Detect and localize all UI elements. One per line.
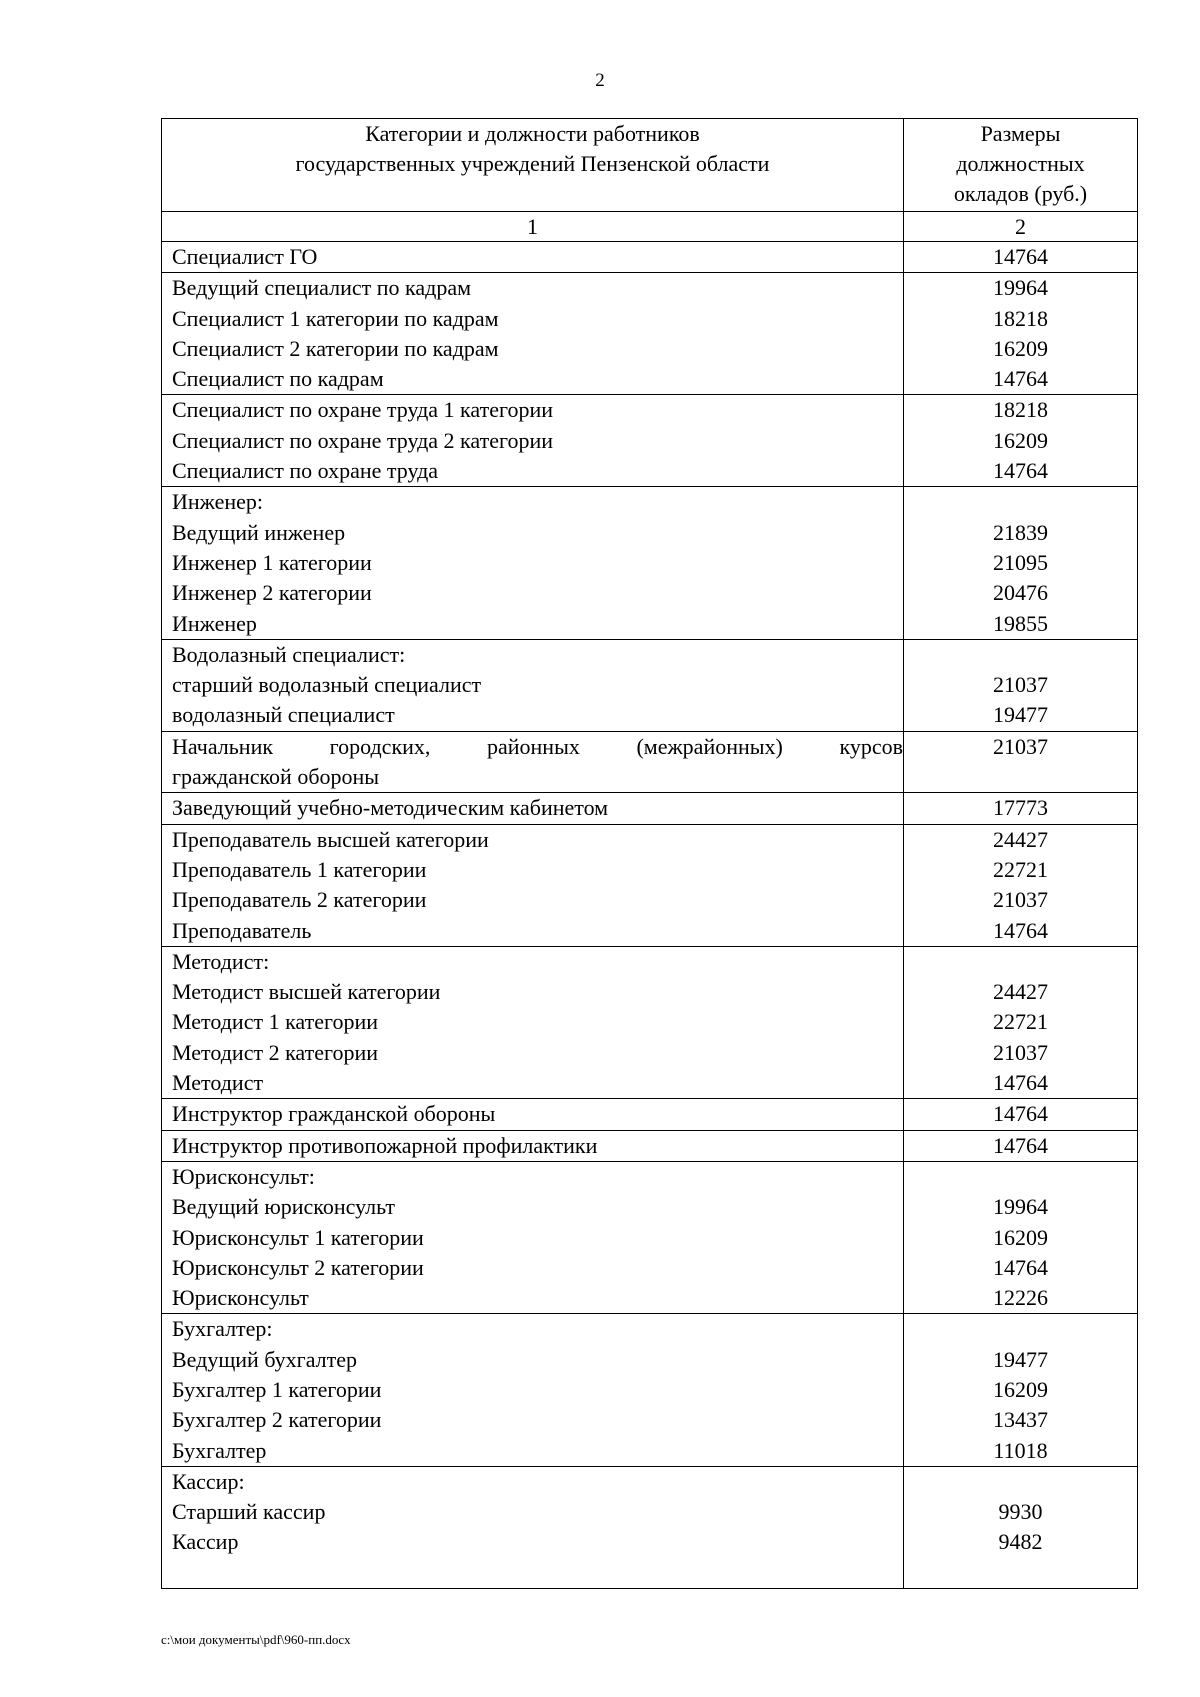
salary-cell [904, 242, 1138, 273]
salary-cell [904, 639, 1138, 731]
table-header-row [162, 119, 1138, 212]
salary-value [904, 1162, 1137, 1192]
salary-value: 19477 [993, 1346, 1048, 1372]
salary-cell [904, 487, 1138, 639]
position-name: Преподаватель 2 категории [172, 887, 427, 913]
salary-cell [904, 793, 1138, 824]
salary-cell [904, 1314, 1138, 1466]
header-positions-line: Категории и должности работников [365, 121, 700, 146]
salary-value: 14764 [993, 1070, 1048, 1096]
position-name: Инженер 2 категории [172, 580, 372, 606]
position-name: Методист 2 категории [172, 1039, 379, 1065]
column-number-row [162, 212, 1138, 242]
position-cell [162, 824, 904, 946]
salary-value: 22721 [993, 856, 1048, 882]
salary-table [161, 118, 1138, 1589]
salary-value [904, 1314, 1137, 1344]
salary-cell [904, 946, 1138, 1098]
position-name: Юрисконсульт [172, 1285, 309, 1311]
position-name: Бухгалтер [172, 1437, 267, 1463]
salary-value: 14764 [993, 244, 1048, 269]
file-path-footer: c:\мои документы\pdf\960-пп.docx [161, 1632, 351, 1647]
salary-value: 14764 [993, 1101, 1048, 1127]
column-number: 1 [162, 212, 904, 242]
position-name: Юрисконсульт 2 категории [172, 1254, 424, 1280]
position-name: Водолазный специалист: [172, 641, 406, 667]
position-name: Специалист по охране труда [172, 458, 439, 484]
position-cell [162, 395, 904, 487]
position-name: Бухгалтер 1 категории [172, 1376, 382, 1402]
salary-cell [904, 1466, 1138, 1588]
salary-value: 21037 [993, 672, 1048, 698]
table-row [162, 639, 1138, 731]
salary-value [904, 487, 1137, 517]
table-row [162, 731, 1138, 793]
position-cell [162, 273, 904, 395]
salary-cell [904, 1099, 1138, 1130]
table-row [162, 487, 1138, 639]
position-cell [162, 946, 904, 1098]
position-name: Методист [172, 1070, 264, 1096]
salary-value [904, 1467, 1137, 1497]
position-name: Специалист по охране труда 2 категории [172, 427, 553, 453]
position-name: Заведующий учебно-методическим кабинетом [172, 795, 609, 821]
table-row [162, 946, 1138, 1098]
salary-cell [904, 395, 1138, 487]
position-name: Методист 1 категории [172, 1009, 379, 1035]
position-name: Специалист ГО [172, 244, 318, 269]
header-salaries-line: Размеры [980, 121, 1061, 146]
position-cell [162, 1314, 904, 1466]
position-name: Преподаватель [172, 917, 312, 943]
salary-value: 21037 [993, 733, 1048, 759]
salary-value: 14764 [993, 366, 1048, 392]
position-name: Кассир: [172, 1468, 245, 1494]
salary-value: 19477 [993, 702, 1048, 728]
salary-value: 20476 [993, 580, 1048, 606]
salary-value: 18218 [993, 397, 1048, 423]
table-row [162, 824, 1138, 946]
salary-value [904, 640, 1137, 670]
salary-cell [904, 1161, 1138, 1313]
position-name: Специалист 2 категории по кадрам [172, 335, 499, 361]
salary-value: 21037 [993, 1039, 1048, 1065]
position-cell [162, 1130, 904, 1161]
position-name: Специалист 1 категории по кадрам [172, 305, 499, 331]
position-name: Старший кассир [172, 1499, 326, 1525]
position-name: Преподаватель 1 категории [172, 856, 427, 882]
salary-value: 14764 [993, 917, 1048, 943]
position-name: Ведущий бухгалтер [172, 1346, 358, 1372]
table-row [162, 1314, 1138, 1466]
position-name: Ведущий инженер [172, 519, 346, 545]
position-name: Юрисконсульт 1 категории [172, 1224, 424, 1250]
position-cell [162, 242, 904, 273]
salary-value: 21037 [993, 887, 1048, 913]
salary-value: 14764 [993, 458, 1048, 484]
row-spacer [904, 1558, 1137, 1588]
salary-value: 19855 [993, 610, 1048, 636]
salary-value: 9482 [998, 1529, 1043, 1555]
position-name: Методист высшей категории [172, 979, 441, 1005]
position-cell [162, 487, 904, 639]
salary-value: 9930 [998, 1499, 1043, 1525]
salary-value: 21839 [993, 519, 1048, 545]
header-salaries-line: должностных [956, 151, 1085, 176]
table-row [162, 1161, 1138, 1313]
position-name: водолазный специалист [172, 702, 395, 728]
position-name: Специалист по кадрам [172, 366, 384, 392]
salary-value: 19964 [993, 1194, 1048, 1220]
position-cell [162, 731, 904, 793]
table-row [162, 793, 1138, 824]
position-name: Инженер [172, 610, 257, 636]
row-spacer [162, 1558, 903, 1588]
salary-value: 16209 [993, 1224, 1048, 1250]
salary-cell [904, 273, 1138, 395]
salary-value: 18218 [993, 305, 1048, 331]
position-cell [162, 1099, 904, 1130]
header-salaries-line: окладов (руб.) [953, 181, 1088, 206]
salary-value [904, 762, 1137, 792]
salary-value: 22721 [993, 1009, 1048, 1035]
table-row [162, 1130, 1138, 1161]
salary-cell [904, 731, 1138, 793]
position-cell [162, 639, 904, 731]
page-number: 2 [595, 70, 605, 91]
salary-cell [904, 824, 1138, 946]
position-name: Инструктор противопожарной профилактики [172, 1132, 598, 1158]
position-name: Инженер: [172, 489, 263, 515]
salary-value [904, 947, 1137, 977]
position-name: Специалист по охране труда 1 категории [172, 397, 553, 423]
position-cell [162, 1161, 904, 1313]
position-name: Бухгалтер: [172, 1316, 273, 1342]
position-name: старший водолазный специалист [172, 672, 482, 698]
position-name: Начальник городских, районных (межрайонных) курсов [172, 733, 903, 759]
position-name: Инженер 1 категории [172, 549, 372, 575]
position-name: Ведущий юрисконсульт [172, 1194, 395, 1220]
salary-value: 21095 [993, 549, 1048, 575]
salary-value: 24427 [993, 979, 1048, 1005]
position-name: Кассир [172, 1529, 239, 1555]
position-cell [162, 1466, 904, 1588]
column-number: 2 [904, 212, 1138, 242]
salary-cell [904, 1130, 1138, 1161]
table-body [162, 242, 1138, 1589]
salary-value: 14764 [993, 1132, 1048, 1158]
table-row [162, 273, 1138, 395]
position-name: Методист: [172, 948, 270, 974]
salary-value: 17773 [993, 795, 1048, 821]
position-name: Преподаватель высшей категории [172, 826, 489, 852]
salary-value: 12226 [993, 1285, 1048, 1311]
salary-value: 19964 [993, 275, 1048, 301]
header-salaries [904, 119, 1138, 212]
table-row [162, 1466, 1138, 1588]
header-positions [162, 119, 904, 212]
salary-value: 16209 [993, 427, 1048, 453]
salary-value: 14764 [993, 1254, 1048, 1280]
position-name: Бухгалтер 2 категории [172, 1407, 382, 1433]
position-name: Юрисконсульт: [172, 1163, 315, 1189]
salary-value: 11018 [993, 1437, 1048, 1463]
table-row [162, 242, 1138, 273]
position-name: гражданской обороны [172, 764, 380, 790]
position-name: Инструктор гражданской обороны [172, 1101, 496, 1127]
header-positions-line: государственных учреждений Пензенской области [295, 151, 770, 176]
salary-value: 16209 [993, 1376, 1048, 1402]
position-cell [162, 793, 904, 824]
salary-value: 16209 [993, 335, 1048, 361]
table-row [162, 395, 1138, 487]
salary-value: 24427 [993, 826, 1048, 852]
salary-value: 13437 [993, 1407, 1048, 1433]
table-row [162, 1099, 1138, 1130]
position-name: Ведущий специалист по кадрам [172, 275, 472, 301]
